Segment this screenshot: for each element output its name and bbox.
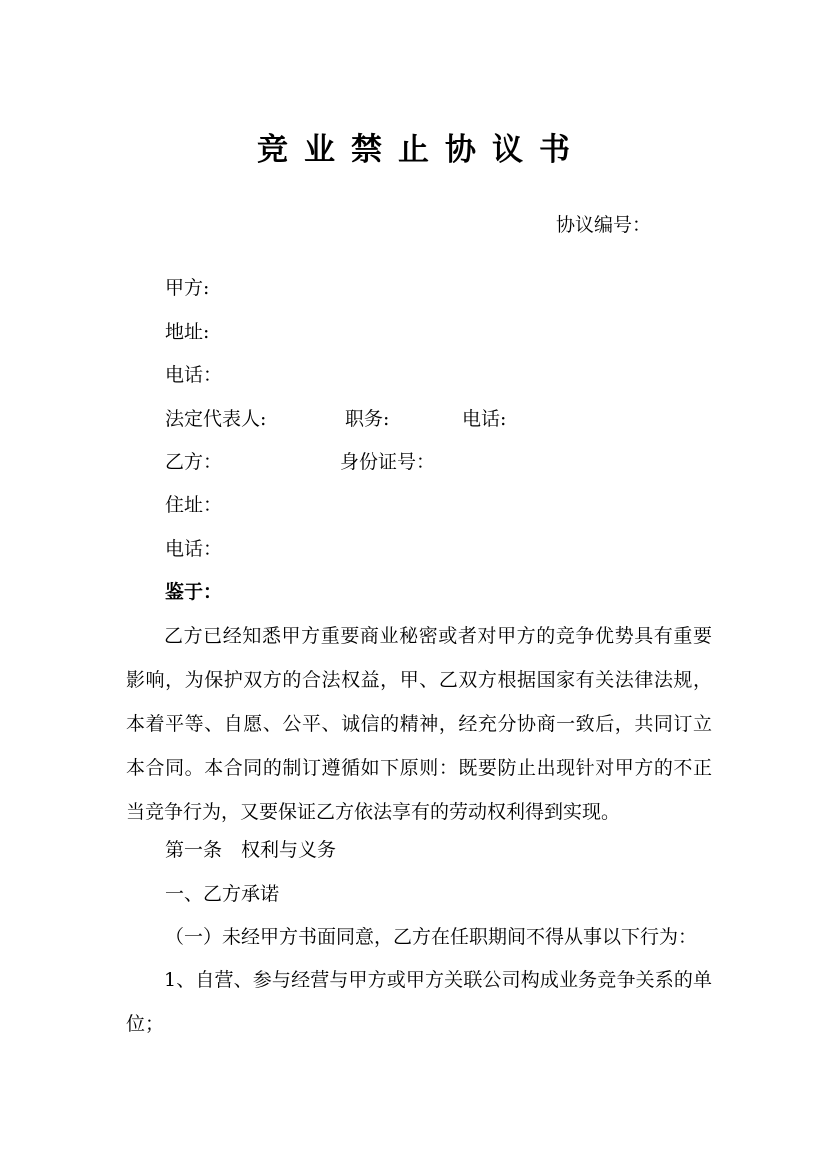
party-b-residence-label: 住址： [165,494,223,516]
party-a-label: 甲方: [165,277,210,299]
document-title: 竞业禁止协议书 [257,132,586,168]
section-1-heading: 一、乙方承诺 [165,883,280,905]
representative-phone-label: 电话: [462,408,507,430]
item-1-text: 1、自营、参与经营与甲方或甲方关联公司构成业务竞争关系的单位； [126,969,712,1035]
party-b-label: 乙方： [165,451,223,473]
legal-representative-label: 法定代表人: [165,408,267,430]
party-a-phone-label: 电话： [165,364,223,386]
party-b-phone-label: 电话： [165,538,223,560]
whereas-paragraph: 乙方已经知悉甲方重要商业秘密或者对甲方的竞争优势具有重要影响，为保护双方的合法权益，甲、乙双方根据国家有关法律法规，本着平等、自愿、公平、诚信的精神，经充分协商一致后，共同订立本合同。本合同的制订遵循如下原则：既要防止出现针对甲方的不正当竞争行为，又要保证乙方依法享有的劳动权利得到实现。 [126,625,712,823]
article-1-heading: 第一条 权利与义务 [165,839,337,861]
id-number-label: 身份证号： [340,451,436,473]
position-label: 职务: [345,408,390,430]
agreement-number-label: 协议编号： [556,214,652,236]
party-a-address-label: 地址: [165,321,210,343]
subsection-1-text: （一）未经甲方书面同意，乙方在任职期间不得从事以下行为： [165,926,698,948]
whereas-heading: 鉴于： [165,581,223,603]
